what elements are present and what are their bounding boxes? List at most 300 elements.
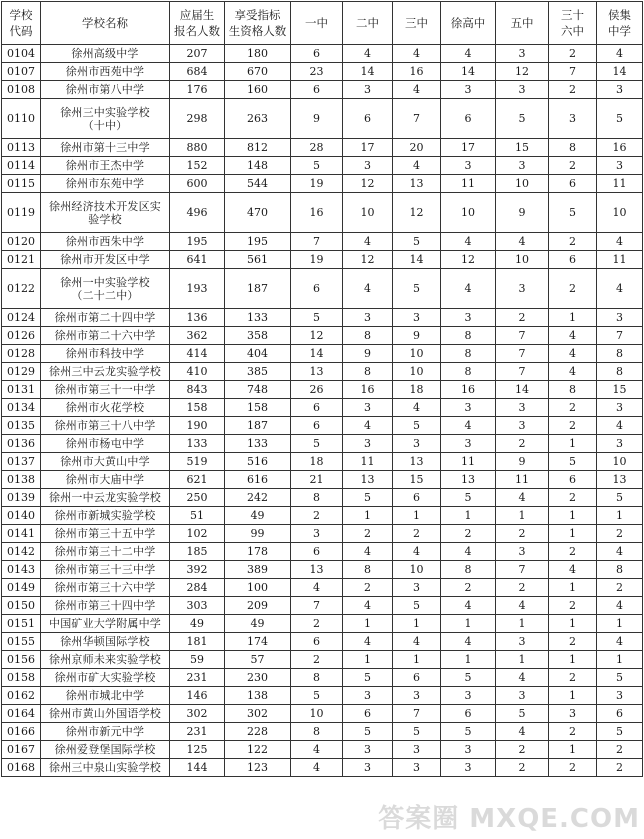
cell-sanshiliu: 4 [549, 561, 597, 579]
cell-eligible: 180 [225, 45, 291, 63]
cell-applicants: 133 [170, 435, 225, 453]
cell-sanshiliu: 2 [549, 417, 597, 435]
cell-houji: 11 [597, 175, 643, 193]
cell-houji: 2 [597, 579, 643, 597]
table-row [2, 63, 643, 81]
cell-yizhong: 5 [291, 687, 343, 705]
cell-school-name: 徐州市杨屯中学 [41, 435, 170, 453]
cell-xugaozhong: 6 [441, 705, 496, 723]
cell-applicants: 125 [170, 741, 225, 759]
cell-houji: 2 [597, 759, 643, 777]
cell-sanshiliu: 4 [549, 345, 597, 363]
cell-xugaozhong: 4 [441, 417, 496, 435]
cell-erzhong: 3 [343, 687, 393, 705]
cell-erzhong: 3 [343, 157, 393, 175]
cell-school-code: 0164 [2, 705, 41, 723]
cell-wuzhong: 2 [496, 525, 549, 543]
header-school-name: 学校名称 [41, 2, 170, 45]
cell-school-code: 0141 [2, 525, 41, 543]
cell-sanshiliu: 2 [549, 157, 597, 175]
cell-sanzhong: 5 [393, 597, 441, 615]
cell-sanzhong: 4 [393, 543, 441, 561]
cell-eligible: 174 [225, 633, 291, 651]
cell-yizhong: 6 [291, 633, 343, 651]
cell-school-name: 徐州市新元中学 [41, 723, 170, 741]
table-row [2, 193, 643, 233]
cell-applicants: 49 [170, 615, 225, 633]
cell-eligible: 49 [225, 507, 291, 525]
cell-sanshiliu: 1 [549, 651, 597, 669]
table-row [2, 157, 643, 175]
cell-school-name: 徐州市第三十四中学 [41, 597, 170, 615]
cell-school-code: 0162 [2, 687, 41, 705]
cell-eligible: 122 [225, 741, 291, 759]
table-row [2, 251, 643, 269]
cell-applicants: 231 [170, 723, 225, 741]
cell-school-name: 徐州市第八中学 [41, 81, 170, 99]
cell-xugaozhong: 3 [441, 157, 496, 175]
table-row [2, 363, 643, 381]
cell-sanzhong: 3 [393, 759, 441, 777]
cell-school-code: 0140 [2, 507, 41, 525]
cell-erzhong: 4 [343, 417, 393, 435]
table-row [2, 233, 643, 251]
table-row [2, 99, 643, 139]
cell-erzhong: 13 [343, 471, 393, 489]
table-row [2, 687, 643, 705]
cell-yizhong: 21 [291, 471, 343, 489]
cell-erzhong: 4 [343, 233, 393, 251]
cell-xugaozhong: 5 [441, 723, 496, 741]
cell-sanshiliu: 2 [549, 669, 597, 687]
cell-houji: 3 [597, 309, 643, 327]
cell-erzhong: 1 [343, 651, 393, 669]
table-row [2, 615, 643, 633]
cell-sanzhong: 13 [393, 453, 441, 471]
cell-xugaozhong: 8 [441, 345, 496, 363]
cell-school-code: 0121 [2, 251, 41, 269]
cell-sanshiliu: 2 [549, 723, 597, 741]
cell-xugaozhong: 8 [441, 561, 496, 579]
cell-houji: 8 [597, 363, 643, 381]
cell-eligible: 57 [225, 651, 291, 669]
cell-yizhong: 19 [291, 175, 343, 193]
cell-erzhong: 12 [343, 175, 393, 193]
cell-wuzhong: 1 [496, 507, 549, 525]
cell-sanzhong: 4 [393, 157, 441, 175]
cell-school-name: 徐州市西苑中学 [41, 63, 170, 81]
cell-sanzhong: 5 [393, 233, 441, 251]
cell-applicants: 496 [170, 193, 225, 233]
cell-school-name: 徐州市黄山外国语学校 [41, 705, 170, 723]
table-row [2, 741, 643, 759]
cell-school-name: 徐州市矿大实验学校 [41, 669, 170, 687]
cell-wuzhong: 3 [496, 269, 549, 309]
cell-erzhong: 4 [343, 45, 393, 63]
cell-yizhong: 13 [291, 561, 343, 579]
cell-eligible: 158 [225, 399, 291, 417]
cell-yizhong: 5 [291, 435, 343, 453]
cell-houji: 8 [597, 345, 643, 363]
cell-wuzhong: 7 [496, 327, 549, 345]
cell-school-code: 0104 [2, 45, 41, 63]
cell-eligible: 616 [225, 471, 291, 489]
cell-sanzhong: 3 [393, 741, 441, 759]
cell-erzhong: 3 [343, 759, 393, 777]
cell-wuzhong: 3 [496, 633, 549, 651]
cell-sanshiliu: 1 [549, 309, 597, 327]
cell-eligible: 561 [225, 251, 291, 269]
cell-sanzhong: 2 [393, 525, 441, 543]
cell-sanzhong: 1 [393, 507, 441, 525]
cell-applicants: 59 [170, 651, 225, 669]
cell-eligible: 100 [225, 579, 291, 597]
cell-applicants: 621 [170, 471, 225, 489]
cell-wuzhong: 2 [496, 435, 549, 453]
cell-erzhong: 4 [343, 543, 393, 561]
cell-applicants: 190 [170, 417, 225, 435]
cell-school-code: 0129 [2, 363, 41, 381]
cell-xugaozhong: 13 [441, 471, 496, 489]
cell-yizhong: 12 [291, 327, 343, 345]
cell-erzhong: 5 [343, 669, 393, 687]
cell-eligible: 148 [225, 157, 291, 175]
cell-sanzhong: 20 [393, 139, 441, 157]
cell-erzhong: 1 [343, 615, 393, 633]
cell-applicants: 158 [170, 399, 225, 417]
cell-school-code: 0122 [2, 269, 41, 309]
cell-houji: 15 [597, 381, 643, 399]
cell-school-name: 徐州市大庙中学 [41, 471, 170, 489]
cell-school-code: 0108 [2, 81, 41, 99]
cell-erzhong: 6 [343, 99, 393, 139]
cell-school-code: 0115 [2, 175, 41, 193]
cell-houji: 10 [597, 453, 643, 471]
cell-houji: 4 [597, 45, 643, 63]
table-row [2, 417, 643, 435]
cell-sanshiliu: 3 [549, 99, 597, 139]
cell-wuzhong: 5 [496, 99, 549, 139]
cell-yizhong: 26 [291, 381, 343, 399]
cell-applicants: 392 [170, 561, 225, 579]
cell-sanshiliu: 6 [549, 175, 597, 193]
cell-houji: 16 [597, 139, 643, 157]
cell-wuzhong: 2 [496, 309, 549, 327]
cell-applicants: 144 [170, 759, 225, 777]
cell-eligible: 133 [225, 309, 291, 327]
cell-erzhong: 16 [343, 381, 393, 399]
cell-school-name: 徐州爱登堡国际学校 [41, 741, 170, 759]
header-wuzhong: 五中 [496, 2, 549, 45]
cell-yizhong: 6 [291, 81, 343, 99]
cell-xugaozhong: 3 [441, 399, 496, 417]
cell-sanshiliu: 4 [549, 327, 597, 345]
table-row [2, 705, 643, 723]
cell-school-code: 0142 [2, 543, 41, 561]
cell-school-name: 徐州三中云龙实验学校 [41, 363, 170, 381]
cell-wuzhong: 7 [496, 561, 549, 579]
cell-wuzhong: 1 [496, 651, 549, 669]
cell-school-code: 0158 [2, 669, 41, 687]
cell-erzhong: 8 [343, 363, 393, 381]
cell-sanzhong: 12 [393, 193, 441, 233]
cell-houji: 14 [597, 63, 643, 81]
cell-wuzhong: 7 [496, 345, 549, 363]
cell-sanshiliu: 2 [549, 269, 597, 309]
cell-erzhong: 8 [343, 561, 393, 579]
cell-school-name: 徐州三中实验学校 （十中） [41, 99, 170, 139]
cell-houji: 1 [597, 507, 643, 525]
cell-sanshiliu: 2 [549, 543, 597, 561]
cell-eligible: 544 [225, 175, 291, 193]
cell-sanzhong: 1 [393, 651, 441, 669]
cell-xugaozhong: 11 [441, 453, 496, 471]
cell-sanshiliu: 6 [549, 251, 597, 269]
cell-applicants: 250 [170, 489, 225, 507]
cell-school-name: 徐州市第十三中学 [41, 139, 170, 157]
cell-sanzhong: 4 [393, 399, 441, 417]
cell-eligible: 123 [225, 759, 291, 777]
cell-eligible: 812 [225, 139, 291, 157]
cell-houji: 5 [597, 723, 643, 741]
cell-xugaozhong: 11 [441, 175, 496, 193]
cell-school-code: 0128 [2, 345, 41, 363]
cell-erzhong: 9 [343, 345, 393, 363]
cell-houji: 8 [597, 561, 643, 579]
cell-school-code: 0149 [2, 579, 41, 597]
cell-sanshiliu: 1 [549, 579, 597, 597]
cell-houji: 2 [597, 525, 643, 543]
cell-eligible: 160 [225, 81, 291, 99]
cell-eligible: 385 [225, 363, 291, 381]
cell-erzhong: 14 [343, 63, 393, 81]
table-row [2, 561, 643, 579]
table-row [2, 139, 643, 157]
cell-sanzhong: 4 [393, 45, 441, 63]
cell-houji: 11 [597, 251, 643, 269]
cell-xugaozhong: 5 [441, 489, 496, 507]
cell-erzhong: 12 [343, 251, 393, 269]
cell-sanshiliu: 1 [549, 507, 597, 525]
cell-xugaozhong: 3 [441, 741, 496, 759]
cell-yizhong: 18 [291, 453, 343, 471]
cell-school-code: 0131 [2, 381, 41, 399]
cell-school-name: 徐州市新城实验学校 [41, 507, 170, 525]
school-quota-table [1, 1, 643, 777]
cell-eligible: 230 [225, 669, 291, 687]
cell-wuzhong: 11 [496, 471, 549, 489]
table-row [2, 309, 643, 327]
cell-sanzhong: 4 [393, 81, 441, 99]
cell-sanshiliu: 4 [549, 363, 597, 381]
table-row [2, 723, 643, 741]
cell-school-code: 0166 [2, 723, 41, 741]
cell-yizhong: 9 [291, 99, 343, 139]
cell-erzhong: 3 [343, 399, 393, 417]
cell-applicants: 302 [170, 705, 225, 723]
cell-xugaozhong: 1 [441, 507, 496, 525]
cell-school-name: 徐州市第三十二中学 [41, 543, 170, 561]
cell-sanshiliu: 2 [549, 81, 597, 99]
cell-xugaozhong: 3 [441, 687, 496, 705]
cell-sanshiliu: 5 [549, 453, 597, 471]
cell-xugaozhong: 16 [441, 381, 496, 399]
cell-yizhong: 6 [291, 269, 343, 309]
cell-houji: 5 [597, 669, 643, 687]
cell-applicants: 303 [170, 597, 225, 615]
cell-applicants: 843 [170, 381, 225, 399]
cell-school-name: 徐州京师未来实验学校 [41, 651, 170, 669]
cell-houji: 4 [597, 597, 643, 615]
cell-xugaozhong: 2 [441, 525, 496, 543]
cell-eligible: 516 [225, 453, 291, 471]
cell-school-name: 徐州华顿国际学校 [41, 633, 170, 651]
cell-applicants: 880 [170, 139, 225, 157]
cell-sanzhong: 9 [393, 327, 441, 345]
cell-applicants: 181 [170, 633, 225, 651]
cell-yizhong: 5 [291, 157, 343, 175]
cell-xugaozhong: 8 [441, 327, 496, 345]
cell-erzhong: 3 [343, 435, 393, 453]
cell-yizhong: 5 [291, 309, 343, 327]
cell-school-code: 0137 [2, 453, 41, 471]
cell-yizhong: 2 [291, 615, 343, 633]
table-row [2, 759, 643, 777]
header-row [2, 2, 643, 45]
header-sanzhong: 三中 [393, 2, 441, 45]
cell-erzhong: 8 [343, 327, 393, 345]
cell-wuzhong: 4 [496, 233, 549, 251]
cell-applicants: 146 [170, 687, 225, 705]
cell-applicants: 102 [170, 525, 225, 543]
cell-erzhong: 3 [343, 309, 393, 327]
cell-erzhong: 4 [343, 597, 393, 615]
cell-wuzhong: 4 [496, 723, 549, 741]
cell-sanshiliu: 2 [549, 399, 597, 417]
cell-sanzhong: 7 [393, 99, 441, 139]
cell-erzhong: 4 [343, 633, 393, 651]
cell-yizhong: 8 [291, 669, 343, 687]
header-applicants: 应届生 报名人数 [170, 2, 225, 45]
cell-wuzhong: 9 [496, 193, 549, 233]
header-yizhong: 一中 [291, 2, 343, 45]
table-row [2, 399, 643, 417]
cell-wuzhong: 10 [496, 251, 549, 269]
cell-eligible: 358 [225, 327, 291, 345]
cell-school-code: 0114 [2, 157, 41, 175]
cell-sanzhong: 16 [393, 63, 441, 81]
cell-houji: 4 [597, 233, 643, 251]
cell-applicants: 600 [170, 175, 225, 193]
cell-eligible: 187 [225, 417, 291, 435]
cell-school-name: 徐州市火花学校 [41, 399, 170, 417]
cell-school-name: 徐州经济技术开发区实 验学校 [41, 193, 170, 233]
cell-yizhong: 8 [291, 489, 343, 507]
cell-yizhong: 4 [291, 741, 343, 759]
cell-wuzhong: 3 [496, 399, 549, 417]
cell-sanzhong: 13 [393, 175, 441, 193]
cell-applicants: 519 [170, 453, 225, 471]
cell-houji: 3 [597, 81, 643, 99]
cell-eligible: 195 [225, 233, 291, 251]
cell-erzhong: 5 [343, 723, 393, 741]
cell-school-code: 0126 [2, 327, 41, 345]
cell-applicants: 176 [170, 81, 225, 99]
cell-yizhong: 6 [291, 543, 343, 561]
table-row [2, 381, 643, 399]
cell-school-code: 0136 [2, 435, 41, 453]
cell-eligible: 404 [225, 345, 291, 363]
cell-wuzhong: 12 [496, 63, 549, 81]
cell-yizhong: 10 [291, 705, 343, 723]
cell-houji: 4 [597, 543, 643, 561]
cell-houji: 13 [597, 471, 643, 489]
cell-wuzhong: 4 [496, 597, 549, 615]
cell-sanzhong: 5 [393, 269, 441, 309]
cell-school-code: 0124 [2, 309, 41, 327]
table-row [2, 45, 643, 63]
cell-eligible: 470 [225, 193, 291, 233]
cell-yizhong: 7 [291, 597, 343, 615]
cell-school-code: 0156 [2, 651, 41, 669]
cell-sanshiliu: 2 [549, 489, 597, 507]
cell-houji: 10 [597, 193, 643, 233]
cell-houji: 1 [597, 651, 643, 669]
cell-wuzhong: 15 [496, 139, 549, 157]
cell-eligible: 49 [225, 615, 291, 633]
cell-xugaozhong: 3 [441, 435, 496, 453]
cell-yizhong: 7 [291, 233, 343, 251]
cell-sanshiliu: 7 [549, 63, 597, 81]
cell-erzhong: 5 [343, 489, 393, 507]
cell-sanshiliu: 1 [549, 741, 597, 759]
cell-school-name: 徐州市城北中学 [41, 687, 170, 705]
cell-wuzhong: 3 [496, 81, 549, 99]
cell-school-name: 徐州市第三十五中学 [41, 525, 170, 543]
cell-erzhong: 1 [343, 507, 393, 525]
cell-school-code: 0110 [2, 99, 41, 139]
cell-applicants: 207 [170, 45, 225, 63]
table-row [2, 435, 643, 453]
cell-erzhong: 2 [343, 525, 393, 543]
cell-school-code: 0138 [2, 471, 41, 489]
cell-xugaozhong: 4 [441, 45, 496, 63]
table-body [2, 45, 643, 777]
cell-eligible: 178 [225, 543, 291, 561]
cell-applicants: 284 [170, 579, 225, 597]
cell-applicants: 195 [170, 233, 225, 251]
table-row [2, 175, 643, 193]
cell-applicants: 152 [170, 157, 225, 175]
cell-erzhong: 3 [343, 741, 393, 759]
table-row [2, 81, 643, 99]
cell-houji: 7 [597, 327, 643, 345]
header-xugaozhong: 徐高中 [441, 2, 496, 45]
cell-school-code: 0155 [2, 633, 41, 651]
cell-wuzhong: 2 [496, 759, 549, 777]
cell-eligible: 748 [225, 381, 291, 399]
cell-houji: 2 [597, 741, 643, 759]
cell-eligible: 228 [225, 723, 291, 741]
cell-yizhong: 2 [291, 651, 343, 669]
cell-eligible: 209 [225, 597, 291, 615]
cell-xugaozhong: 12 [441, 251, 496, 269]
cell-school-code: 0113 [2, 139, 41, 157]
cell-houji: 1 [597, 615, 643, 633]
cell-school-name: 徐州市西朱中学 [41, 233, 170, 251]
cell-school-name: 徐州一中实验学校 （二十二中） [41, 269, 170, 309]
cell-sanzhong: 7 [393, 705, 441, 723]
